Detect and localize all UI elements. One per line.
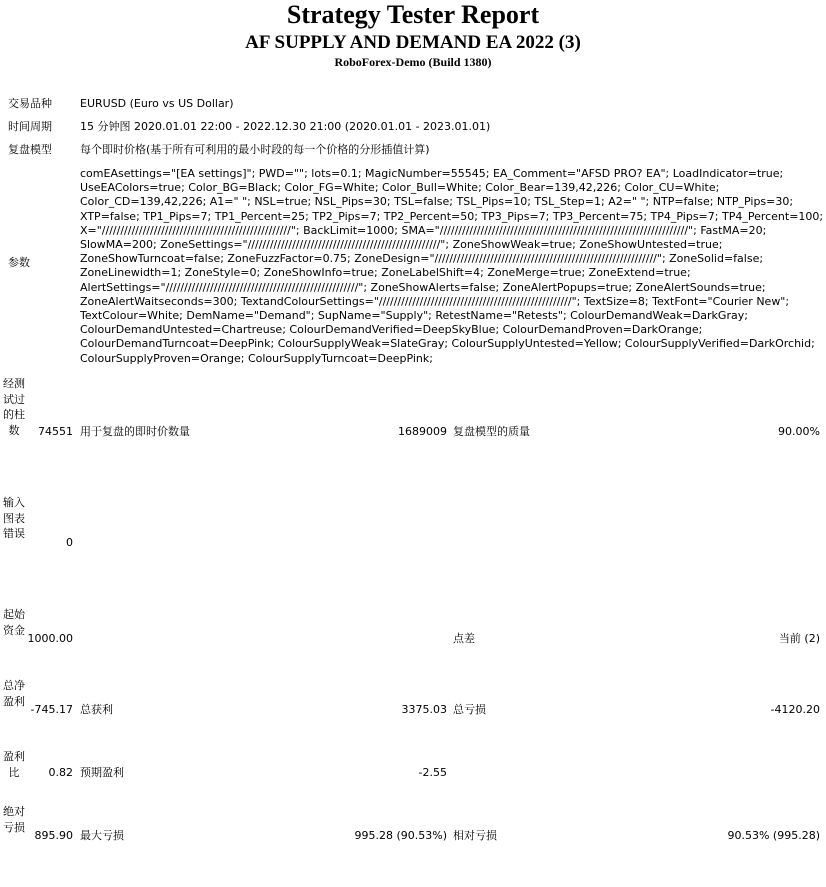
gross-loss-label: 总亏损: [453, 703, 486, 716]
bars-label: 经测试过的柱数: [3, 377, 25, 437]
ticks-value: 1689009: [398, 425, 447, 438]
params-value: comEAsettings="[EA settings]"; PWD=""; lots=0.1; MagicNumber=55545; EA_Comment="AFSD PRO? EA"; LoadIndicator=true; UseEAColors=true; Color_BG=Black; Color_FG=White; Color_Bull=White; Color_Bear=139,42,226; Color_CU=White; Color_CD=139,42,226; A1=" "; NSL=true; NSL_Pips=30; TSL=false; TSL_Pips=10; TSL_Step=1; A2=" "; NTP=false; NTP_Pips=30; XTP=false; TP1_Pips=7; TP1_Percent=25; TP2_Pips=7; TP2_Percent=50; TP3_Pips=7; TP3_Percent=75; TP4_Pips=7; TP4_Percent=100; X="///////////////////////////////////////////////////"; BackLimit=1000; SMA="///////////////////////////////////////////////////////////////////"; FastMA=20; SlowMA=200; ZoneSettings="////////////////////////////////////////////////////"; ZoneShowWeak=true; ZoneShowUntested=true; ZoneShowTurncoat=false; ZoneFuzzFactor=0.75; ZoneDesign="////////////////////////////////////////////////////////////"; ZoneSolid=false; ZoneLinewidth=1; ZoneStyle=0; ZoneShowInfo=true; ZoneLabelShift=4; ZoneMerge=true; ZoneExtend=true; AlertSettings="////////////////////////////////////////////////////"; ZoneShowAlerts=false; ZoneAlertPopups=true; ZoneAlertSounds=true; ZoneAlertWaitseconds=300; TextandColourSettings="////////////////////////////////////////////////////"; TextSize=8; TextFont="Courier New"; TextColour=White; DemName="Demand"; SupName="Supply"; RetestName="Retests"; ColourDemandWeak=DarkGray; ColourDemandUntested=Chartreuse; ColourDemandVerified=DeepSkyBlue; ColourDemandProven=DarkOrange; ColourDemandTurncoat=DeepPink; ColourSupplyWeak=SlateGray; ColourSupplyUntested=Yellow; ColourSupplyVerified=DarkOrchid; ColourSupplyProven=Orange; ColourSupplyTurncoat=DeepPink;: [80, 167, 824, 365]
report-title: Strategy Tester Report: [286, 0, 540, 29]
errors-label: 输入图表错误: [3, 496, 25, 540]
spread-label: 点差: [453, 632, 475, 645]
ea-name: AF SUPPLY AND DEMAND EA 2022 (3): [245, 32, 581, 53]
net-profit-label: 总净盈利: [3, 679, 25, 708]
errors-value: 0: [66, 536, 73, 549]
server-build: RoboForex-Demo (Build 1380): [334, 55, 492, 69]
period-label: 时间周期: [8, 120, 52, 133]
gross-profit-value: 3375.03: [401, 703, 447, 716]
absolute-drawdown-label: 绝对亏损: [3, 805, 25, 834]
relative-drawdown-value: 90.53% (995.28): [727, 829, 820, 842]
deposit-label: 起始资金: [3, 608, 25, 637]
spread-value: 当前 (2): [778, 632, 820, 645]
gross-loss-value: -4120.20: [770, 703, 820, 716]
expected-payoff-label: 预期盈利: [80, 766, 124, 779]
absolute-drawdown-value: 895.90: [34, 829, 73, 842]
ticks-label: 用于复盘的即时价数量: [80, 425, 190, 438]
relative-drawdown-label: 相对亏损: [453, 829, 497, 842]
quality-value: 90.00%: [778, 425, 820, 438]
profit-factor-label: 盈利比: [3, 750, 25, 779]
max-drawdown-value: 995.28 (90.53%): [354, 829, 447, 842]
model-value: 每个即时价格(基于所有可利用的最小时段的每一个价格的分形插值计算): [80, 143, 430, 156]
max-drawdown-label: 最大亏损: [80, 829, 124, 842]
profit-factor-value: 0.82: [48, 766, 73, 779]
bars-value: 74551: [38, 425, 73, 438]
quality-label: 复盘模型的质量: [453, 425, 530, 438]
deposit-value: 1000.00: [27, 632, 73, 645]
period-value: 15 分钟图 2020.01.01 22:00 - 2022.12.30 21:00 (2020.01.01 - 2023.01.01): [80, 120, 491, 133]
model-label: 复盘模型: [8, 143, 52, 156]
expected-payoff-value: -2.55: [418, 766, 447, 779]
gross-profit-label: 总获利: [80, 703, 113, 716]
symbol-value: EURUSD (Euro vs US Dollar): [80, 97, 234, 110]
params-label: 参数: [8, 256, 30, 269]
symbol-label: 交易品种: [8, 97, 52, 110]
net-profit-value: -745.17: [30, 703, 73, 716]
